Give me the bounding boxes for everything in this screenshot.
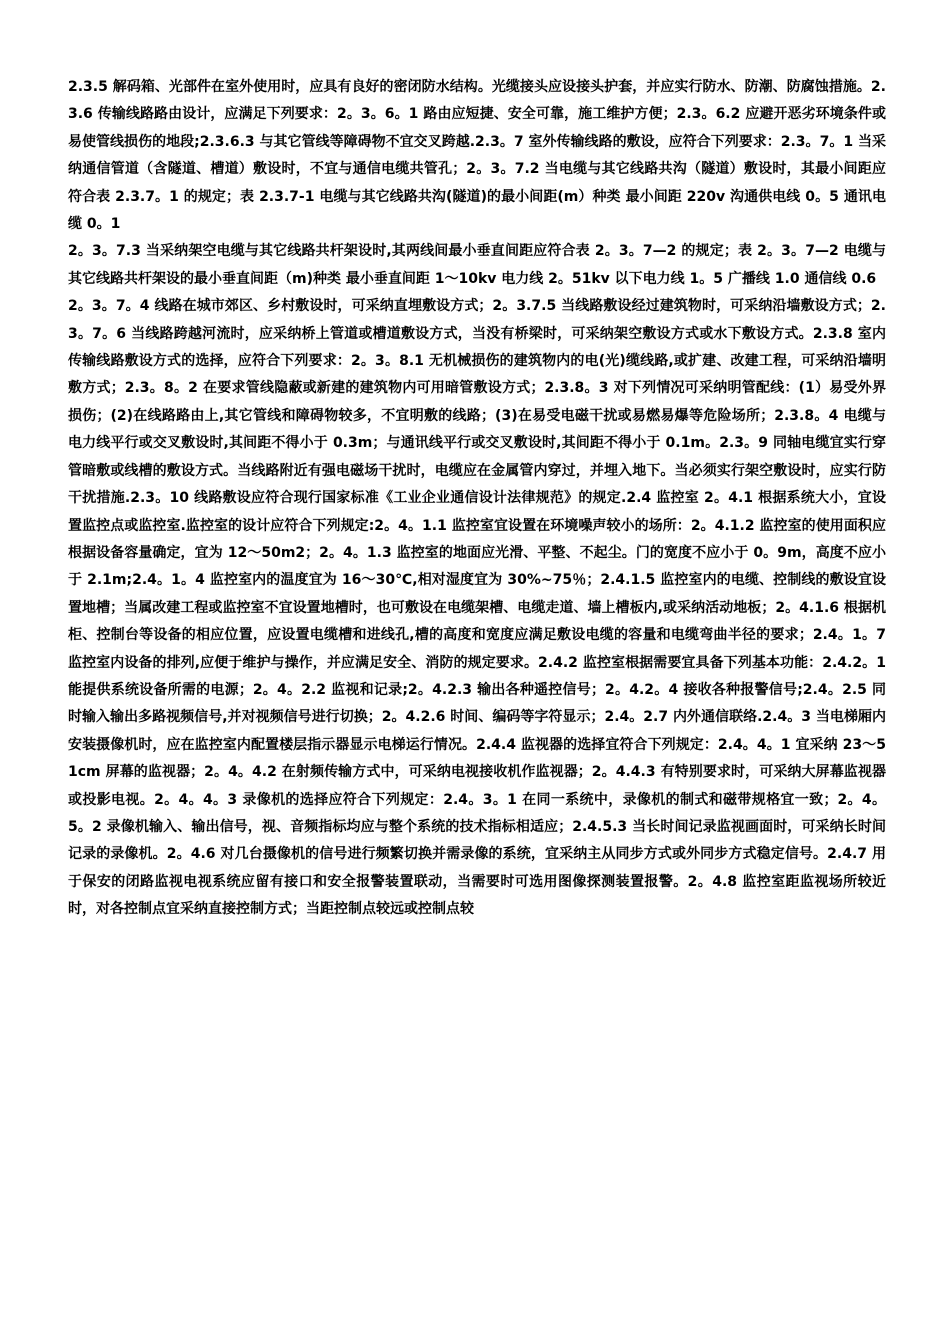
paragraph-1: 2.3.5 解码箱、光部件在室外使用时，应具有良好的密闭防水结构。光缆接头应设接头护套，并应实行防水、防潮、防腐蚀措施。2.3.6 传输线路路由设计，应满足下列要求：2。3。6。1 路由应短捷、安全可靠，施工维护方便；2.3。6.2 应避开恶劣环境条件或易使管线损伤的地段;2.3.6.3 与其它管线等障碍物不宜交叉跨越.2.3。7 室外传输线路的敷设，应符合下列要求：2.3。7。1 当采纳通信管道（含隧道、槽道）敷设时，不宜与通信电缆共管孔；2。3。7.2 当电缆与其它线路共沟（隧道）敷设时，其最小间距应符合表 2.3.7。1 的规定；表 2.3.7-1 电缆与其它线路共沟(隧道)的最小间距(m）种类 最小间距 220v 沟通供电线 0。5 通讯电缆 0。1 [68, 79, 886, 233]
paragraph-2: 2。3。7.3 当采纳架空电缆与其它线路共杆架设时,其两线间最小垂直间距应符合表 2。3。7—2 的规定；表 2。3。7—2 电缆与其它线路共杆架设的最小垂直间距（m)种类 最小垂直间距 1～10kv 电力线 2。51kv 以下电力线 1。5 广播线 1.0 通信线 0.6 [68, 243, 886, 287]
paragraph-3: 2。3。7。4 线路在城市郊区、乡村敷设时，可采纳直埋敷设方式；2。3.7.5 当线路敷设经过建筑物时，可采纳沿墙敷设方式；2.3。7。6 当线路跨越河流时，应采纳桥上管道或槽道敷设方式，当没有桥梁时，可采纳架空敷设方式或水下敷设方式。2.3.8 室内传输线路敷设方式的选择，应符合下列要求：2。3。8.1 无机械损伤的建筑物内的电(光)缆线路,或扩建、改建工程，可采纳沿墙明敷方式；2.3。8。2 在要求管线隐蔽或新建的建筑物内可用暗管敷设方式；2.3.8。3 对下列情况可采纳明管配线：(1）易受外界损伤；(2)在线路路由上,其它管线和障碍物较多，不宜明敷的线路；(3)在易受电磁干扰或易燃易爆等危险场所；2.3.8。4 电缆与电力线平行或交叉敷设时,其间距不得小于 0.3m；与通讯线平行或交叉敷设时,其间距不得小于 0.1m。2.3。9 同轴电缆宜实行穿管暗敷或线槽的敷设方式。当线路附近有强电磁场干扰时，电缆应在金属管内穿过，并埋入地下。当必须实行架空敷设时，应实行防干扰措施.2.3。10 线路敷设应符合现行国家标准《工业企业通信设计法律规范》的规定.2.4 监控室 2。4.1 根据系统大小，宜设置监控点或监控室.监控室的设计应符合下列规定:2。4。1.1 监控室宜设置在环境噪声较小的场所：2。4.1.2 监控室的使用面积应根据设备容量确定，宜为 12～50m2；2。4。1.3 监控室的地面应光滑、平整、不起尘。门的宽度不应小于 0。9m，高度不应小于 2.1m;2.4。1。4 监控室内的温度宜为 16～30℃,相对湿度宜为 30%~75％；2.4.1.5 监控室内的电缆、控制线的敷设宜设置地槽；当属改建工程或监控室不宜设置地槽时，也可敷设在电缆架槽、电缆走道、墙上槽板内,或采纳活动地板；2。4.1.6 根据机柜、控制台等设备的相应位置，应设置电缆槽和进线孔,槽的高度和宽度应满足敷设电缆的容量和电缆弯曲半径的要求；2.4。1。7 监控室内设备的排列,应便于维护与操作，并应满足安全、消防的规定要求。2.4.2 监控室根据需要宜具备下列基本功能：2.4.2。1 能提供系统设备所需的电源；2。4。2.2 监视和记录;2。4.2.3 输出各种遥控信号；2。4.2。4 接收各种报警信号;2.4。2.5 同时输入输出多路视频信号,并对视频信号进行切换；2。4.2.6 时间、编码等字符显示；2.4。2.7 内外通信联络.2.4。3 当电梯厢内安装摄像机时，应在监控室内配置楼层指示器显示电梯运行情况。2.4.4 监视器的选择宜符合下列规定：2.4。4。1 宜采纳 23～51cm 屏幕的监视器；2。4。4.2 在射频传输方式中，可采纳电视接收机作监视器；2。4.4.3 有特别要求时，可采纳大屏幕监视器或投影电视。2。4。4。3 录像机的选择应符合下列规定：2.4。3。1 在同一系统中，录像机的制式和磁带规格宜一致；2。4。5。2 录像机输入、输出信号，视、音频指标均应与整个系统的技术指标相适应；2.4.5.3 当长时间记录监视画面时，可采纳长时间记录的录像机。2。4.6 对几台摄像机的信号进行频繁切换并需录像的系统，宜采纳主从同步方式或外同步方式稳定信号。2.4.7 用于保安的闭路监视电视系统应留有接口和安全报警装置联动，当需要时可选用图像探测装置报警。2。4.8 监控室距监视场所较近时，对各控制点宜采纳直接控制方式；当距控制点较远或控制点较 [68, 298, 886, 918]
document-body [68, 74, 886, 924]
